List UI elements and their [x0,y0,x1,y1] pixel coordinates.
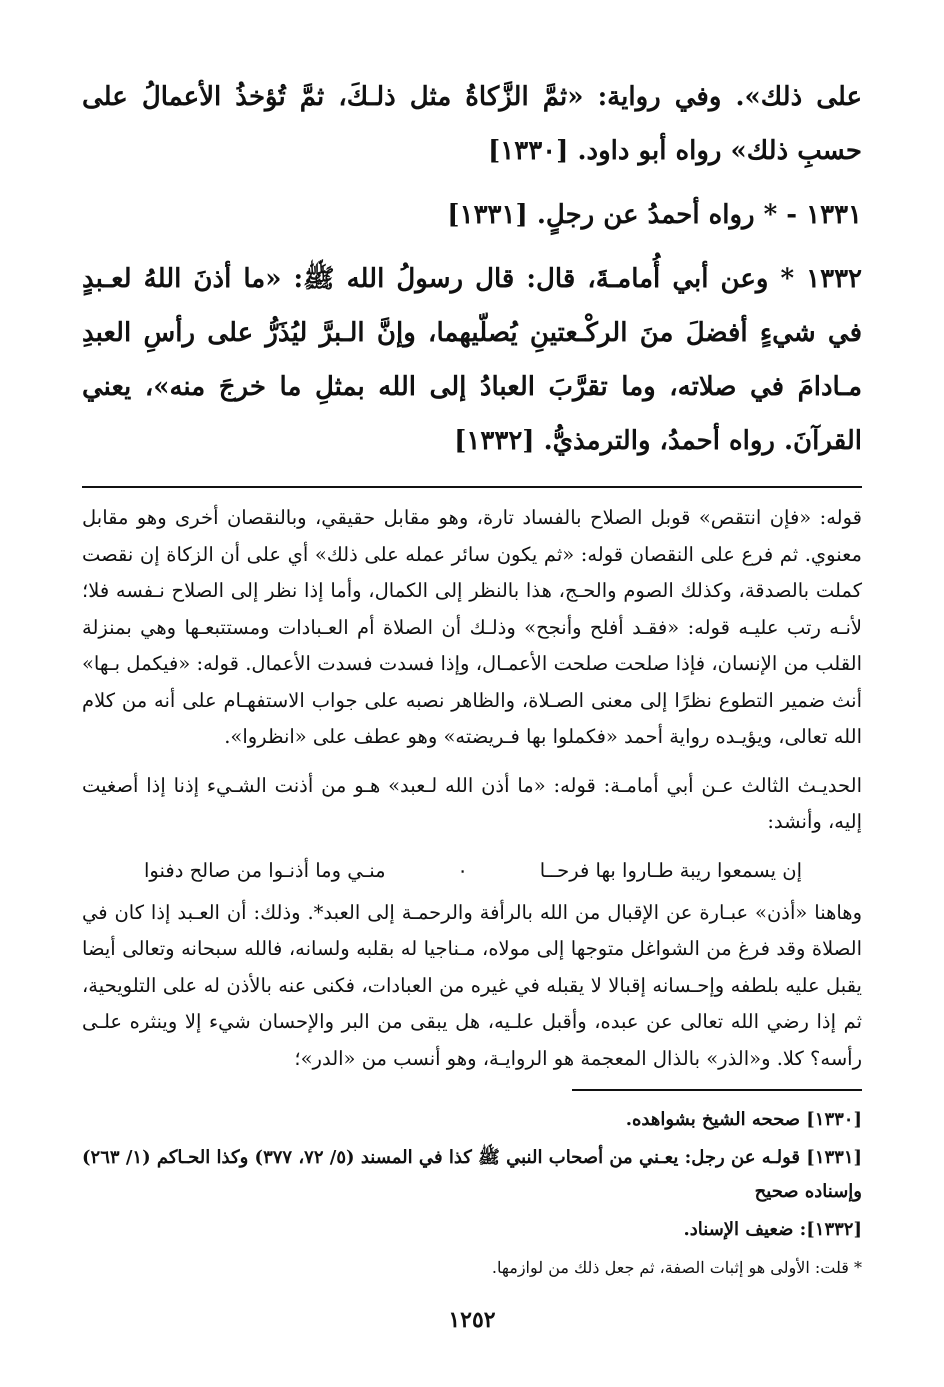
poem-second-hemistich: منـي وما أذنـوا من صالح دفنوا [144,858,386,882]
footnote-note: * قلت: الأولى هو إثبات الصفة، ثم جعل ذلك من لوازمها. [491,1258,862,1277]
commentary-paragraph-1: قوله: «فإن انتقص» قوبل الصلاح بالفساد تارة، وهو مقابل حقيقي، وبالنقصان أخرى وهو مقابل معنوي. ثم فرع على النقصان قوله: «ثم يكون سائر عمله على ذلك» أي على أن الزكاة إن نقصت كملت بالصدقة، وكذلك الصوم والحـج، هذا بالنظر إلى الكمال، وأما إذا نظر إلى الصلاح نـفسه فلا؛ لأنـه رتب عليـه قوله: «فقـد أفلح وأنجح» وذلـك أن الصلاة أم العـبادات ومستتبعـها وهي بمنزلة القلب من الإنسان، فإذا صلحت صلحت الأعمـال، وإذا فسدت فسدت الأعمال. قوله: «فيكمل بـها» أنث ضمير التطوع نظرًا إلى معنى الصـلاة، والظاهر نصبه على جواب الاستفهـام على أنه من كلام الله تعالى، ويؤيـده رواية أحمد «فكملوا بها فـريضته» وهو عطف على «انظروا». [82,506,862,748]
page-number: ١٢٥٢ [448,1307,496,1333]
poem-separator: ٠ [457,858,468,882]
footnote-1330: [١٣٣٠] صححه الشيخ بشواهده. [625,1109,862,1130]
commentary-paragraph-3: وهاهنا «أذن» عبـارة عن الإقبال من الله بالرأفة والرحمـة إلى العبد*. وذلك: أن العـبد إذا كان في الصلاة وقد فرغ من الشواغل متوجها إلى مولاه، مـناجيا له بقلبه ولسانه، فالله سبحانه وتعالى أيضا يقبل عليه بلطفه وإحـسانه إقبالا لا يقبله في غيره من العبادات، فكنى عنه بالأذن له على التلويحية، ثم إذا رضي الله تعالى عن عبده، وأقبل علـيه، هل يبقى من البر والإحسان شيء إلا وينثره علـى رأسه؟ كلا. و«الذر» بالذال المعجمة هو الروايـة، وهو أنسب من «الدر»؛ [82,900,862,1070]
footnote-divider [572,1089,862,1091]
footnote-1332: [١٣٣٢]: ضعيف الإسناد. [683,1219,862,1240]
hadith-1332: ١٣٣٢ * وعن أبي أُمامـةَ، قال: قال رسولُ الله ﷺ: «ما أذنَ اللهُ لعـبدٍ في شيءٍ أفضلَ منَ الركْـعتينِ يُصلّيهما، وإنَّ الـبرَّ ليُذَرُّ على رأسِ العبدِ مـادامَ في صلاته، وما تقرَّبَ العبادُ إلى الله بمثلِ ما خرجَ منه»، يعني القرآنَ. رواه أحمدُ، والترمذيُّ. [١٣٣٢] [82,264,862,456]
footnote-1331: [١٣٣١] قولـه عن رجل: يعـني من أصحاب النبي ﷺ كذا في المسند (٥/ ٧٢، ٣٧٧) وكذا الحـاكم (١/ ٢٦٣) وإسناده صحيح [82,1147,863,1202]
main-divider [82,486,862,488]
poem-verse [82,853,862,889]
hadith-continuation: على ذلك». وفي رواية: «ثمَّ الزَّكاةُ مثل ذلـكَ، ثمَّ تُؤخذُ الأعمالُ على حسبِ ذلك» رواه أبو داود. [١٣٣٠] [82,82,862,166]
hadith-1331: ١٣٣١ - * رواه أحمدُ عن رجلٍ. [١٣٣١] [447,200,862,230]
commentary-paragraph-2: الحديـث الثالث عـن أبي أمامـة: قوله: «ما أذن الله لـعبد» هـو من أذنت الشـيء إذنا إذا أصغيت إليه، وأنشد: [82,773,862,833]
poem-first-hemistich: إن يسمعوا ريبة طـاروا بها فرحــا [539,858,802,882]
